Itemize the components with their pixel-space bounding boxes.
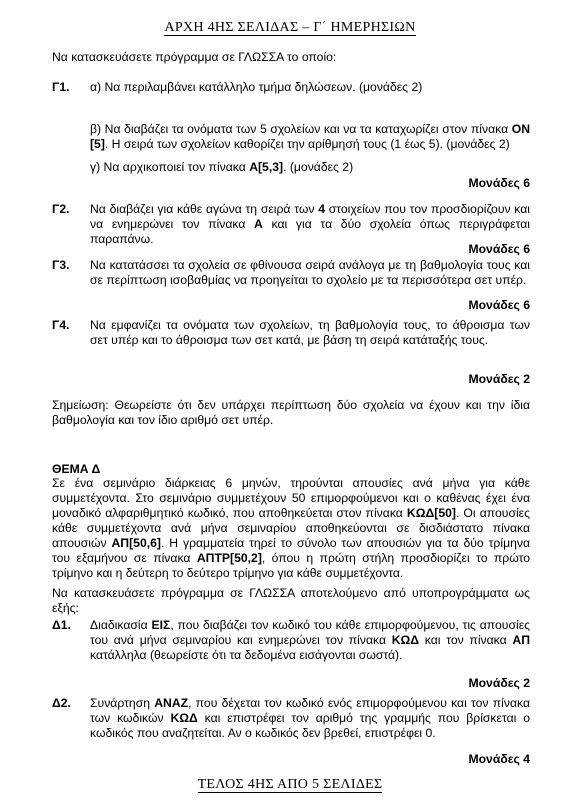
g3-number: Γ3.	[52, 258, 70, 272]
section-d-intro: Σε ένα σεμινάριο διάρκειας 6 μηνών, τηρούνται απουσίες ανά μήνα για κάθε συμμετέχοντα. Στο σεμινάριο συμμετέχουν 50 επιμορφούμενοι και ο καθένας έχει ένα μοναδικό αλφαριθμητικό κωδικό, που αποθηκεύεται στον πίνακα ΚΩΔ[50]. Οι απουσίες κάθε συμμετέχοντα ανά μήνα σεμιναρίου αποθηκεύονται σε δισδιάστατο πίνακα απουσιών ΑΠ[50,6]. Η γραμματεία τηρεί το σύνολο των απουσιών για τα δύο τρίμηνα του εξαμήνου σε πίνακα ΑΠΤΡ[50,2], όπου η πρώτη στήλη προσδιορίζει το πρώτο τρίμηνο και η δεύτερη το δεύτερο τρίμηνο για κάθε συμμετέχοντα.	[52, 476, 531, 580]
section-title: ΘΕΜΑ Δ	[52, 462, 101, 476]
g4-number: Γ4.	[52, 318, 70, 332]
g1-part-c: γ) Να αρχικοποιεί τον πίνακα Α[5,3]. (μονάδες 2)	[90, 160, 354, 174]
g1-part-b: β) Να διαβάζει τα ονόματα των 5 σχολείων και να τα καταχωρίζει στον πίνακα ΟΝ [5]. Η σειρά των σχολείων καθορίζει την αρίθμησή τους (1 έως 5). (μονάδες 2)	[90, 122, 530, 151]
d2-text: Συνάρτηση ΑΝΑΖ, που δέχεται τον κωδικό ενός επιμορφούμενου και τον πίνακα των κωδικών ΚΩΔ και επιστρέφει τον αριθμό της γραμμής που βρίσκεται ο κωδικός που αναζητείται. Αν ο κωδικός δεν βρεθεί, επιστρέφει 0.	[90, 696, 530, 740]
note-text: Σημείωση: Θεωρείστε ότι δεν υπάρχει περίπτωση δύο σχολεία να έχουν και την ίδια βαθμολογία και τον ίδιο αριθμό σετ υπέρ.	[52, 398, 530, 427]
d2-number: Δ2.	[52, 696, 71, 710]
g1-marks: Μονάδες 6	[468, 176, 530, 190]
d1-text: Διαδικασία ΕΙΣ, που διαβάζει τον κωδικό του κάθε επιμορφούμενου, τις απουσίες του ανά μήνα σεμιναρίου και ενημερώνει τον πίνακα ΚΩΔ και τον πίνακα ΑΠ κατάλληλα (θεωρείστε ότι τα δεδομένα εισάγονται σωστά).	[90, 618, 530, 662]
g2-text: Να διαβάζει για κάθε αγώνα τη σειρά των 4 στοιχείων που τον προσδιορίζουν και να ενημερώνει τον πίνακα Α και για τα δύο σχολεία όπως περιγράφεται παραπάνω.	[90, 202, 531, 246]
g1-number: Γ1.	[52, 80, 70, 94]
d1-number: Δ1.	[52, 618, 71, 632]
d2-marks: Μονάδες 4	[468, 752, 530, 766]
section-d-task: Να κατασκευάσετε πρόγραμμα σε ΓΛΩΣΣΑ αποτελούμενο από υποπρογράμματα ως εξής:	[52, 586, 530, 615]
g4-text: Να εμφανίζει τα ονόματα των σχολείων, τη βαθμολογία τους, το άθροισμα των σετ υπέρ και το άθροισμα των σετ κατά, με βάση τη σειρά κατάταξής τους.	[90, 318, 530, 347]
g3-text: Να κατατάσσει τα σχολεία σε φθίνουσα σειρά ανάλογα με τη βαθμολογία τους και σε περίπτωση ισοβαθμίας να προηγείται το σχολείο με τα περισσότερα σετ υπέρ.	[90, 258, 530, 287]
g4-marks: Μονάδες 2	[468, 372, 530, 386]
intro-text: Να κατασκευάσετε πρόγραμμα σε ΓΛΩΣΣΑ το οποίο:	[52, 50, 337, 64]
g1-part-a: α) Να περιλαμβάνει κατάλληλο τμήμα δηλώσεων. (μονάδες 2)	[90, 80, 423, 94]
page-footer: ΤΕΛΟΣ 4ΗΣ ΑΠΟ 5 ΣΕΛΙΔΕΣ	[197, 777, 383, 792]
g3-marks: Μονάδες 6	[468, 298, 530, 312]
d1-marks: Μονάδες 2	[468, 676, 530, 690]
g2-marks: Μονάδες 6	[468, 242, 530, 256]
page-header: ΑΡΧΗ 4ΗΣ ΣΕΛΙΔΑΣ – Γ΄ ΗΜΕΡΗΣΙΩΝ	[164, 20, 416, 35]
g2-number: Γ2.	[52, 202, 70, 216]
